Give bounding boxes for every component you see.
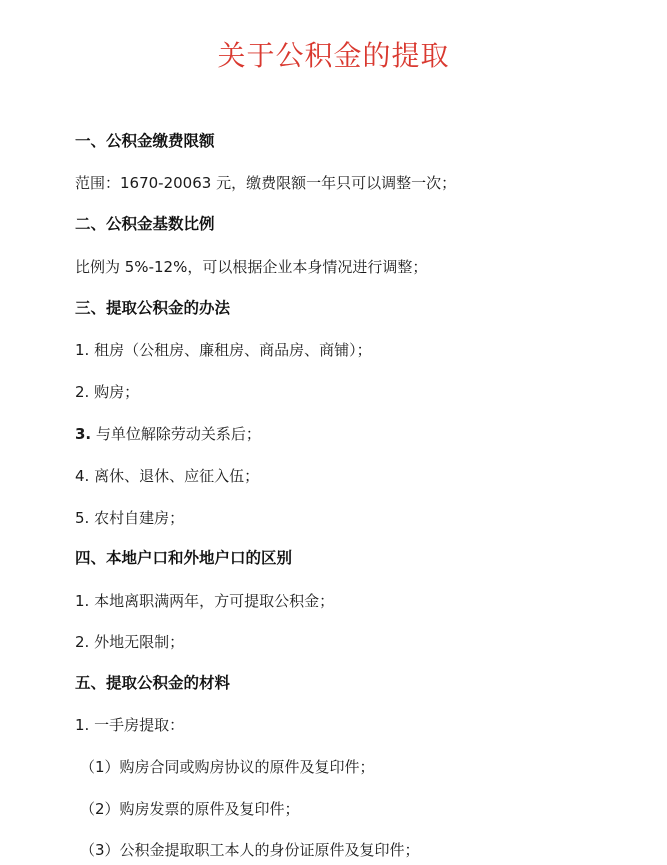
document-title: 关于公积金的提取: [217, 39, 450, 72]
list-item-retirement: 4. 离休、退休、应征入伍；: [75, 467, 260, 485]
section-heading-2: 二、公积金基数比例: [75, 215, 215, 233]
list-item-new-house: 1. 一手房提取：: [75, 716, 185, 734]
list-item-text: 与单位解除劳动关系后；: [95, 425, 261, 443]
list-item-local: 1. 本地离职满两年，方可提取公积金；: [75, 592, 335, 610]
sub-item-invoice: （2）购房发票的原件及复印件；: [80, 800, 300, 818]
section-heading-5: 五、提取公积金的材料: [75, 674, 231, 692]
list-number: 3.: [75, 425, 92, 443]
sub-item-id-card: （3）公积金提取职工本人的身份证原件及复印件；: [80, 841, 420, 859]
list-item-rural-house: 5. 农村自建房；: [75, 509, 185, 527]
section-heading-3: 三、提取公积金的办法: [75, 299, 231, 317]
paragraph-contribution-range: 范围：1670-20063 元，缴费限额一年只可以调整一次；: [75, 174, 457, 192]
section-heading-4: 四、本地户口和外地户口的区别: [75, 549, 293, 567]
section-heading-1: 一、公积金缴费限额: [75, 132, 215, 150]
list-item-rent: 1. 租房（公租房、廉租房、商品房、商铺）；: [75, 341, 372, 359]
list-item-nonlocal: 2. 外地无限制；: [75, 633, 185, 651]
list-item-termination: [75, 423, 261, 445]
sub-item-contract: （1）购房合同或购房协议的原件及复印件；: [80, 758, 375, 776]
paragraph-base-ratio: 比例为 5%-12%，可以根据企业本身情况进行调整；: [75, 258, 428, 276]
list-item-purchase: 2. 购房；: [75, 383, 140, 401]
